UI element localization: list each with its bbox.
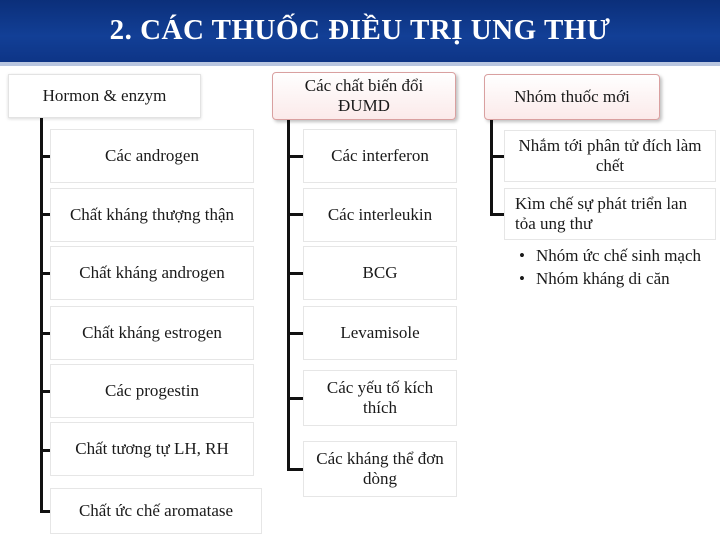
connector-col1 <box>40 118 43 511</box>
item-khang-androgen <box>50 246 254 300</box>
item-interleukin <box>303 188 457 242</box>
item-label: Kìm chế sự phát triển lan tỏa ung thư <box>515 194 688 233</box>
item-label: Nhắm tới phân tử đích làm chết <box>518 136 702 175</box>
item-khang-the-don-dong <box>303 441 457 497</box>
item-lh-rh <box>50 422 254 476</box>
item-label: Levamisole <box>340 323 420 342</box>
item-nham-phan-tu-dich <box>504 130 716 182</box>
item-label: Các progestin <box>105 381 199 400</box>
title-bar <box>0 0 720 66</box>
connector-c1-5 <box>40 390 50 393</box>
bullet-item: • Nhóm ức chế sinh mạch <box>516 246 716 266</box>
connector-col2 <box>287 118 290 471</box>
column-header-label: Các chất biến đổi ĐUMD <box>304 76 424 115</box>
item-aromatase <box>50 488 262 534</box>
item-label: Các interferon <box>331 146 429 165</box>
connector-col3 <box>490 118 493 216</box>
connector-c1-7 <box>40 510 50 513</box>
item-label: Các androgen <box>105 146 199 165</box>
connector-c2-6 <box>287 468 303 471</box>
connector-c2-1 <box>287 155 303 158</box>
connector-c2-2 <box>287 213 303 216</box>
connector-c1-1 <box>40 155 50 158</box>
item-label: Chất kháng androgen <box>79 263 225 282</box>
item-label: Các interleukin <box>327 205 433 224</box>
connector-c2-5 <box>287 397 303 400</box>
connector-c2-3 <box>287 272 303 275</box>
item-label: Chất kháng thượng thận <box>69 205 235 224</box>
column-header-nhom-thuoc-moi <box>484 74 660 120</box>
item-label: BCG <box>362 263 398 282</box>
item-label: Chất kháng estrogen <box>82 323 222 342</box>
connector-c1-3 <box>40 272 50 275</box>
connector-c1-2 <box>40 213 50 216</box>
item-label: Chất ức chế aromatase <box>78 501 234 520</box>
bullet-item: • Nhóm kháng di căn <box>516 269 716 289</box>
item-label: Chất tương tự LH, RH <box>75 439 229 458</box>
title-stripe <box>0 62 720 66</box>
item-androgen <box>50 129 254 183</box>
item-label: Các yếu tố kích thích <box>326 378 434 417</box>
connector-c1-6 <box>40 449 50 452</box>
connector-c2-4 <box>287 332 303 335</box>
item-bcg <box>303 246 457 300</box>
item-interferon <box>303 129 457 183</box>
column-header-dumd <box>272 72 456 120</box>
column-header-label: Hormon & enzym <box>42 86 167 105</box>
column-header-hormon <box>8 74 201 118</box>
connector-c3-1 <box>490 155 504 158</box>
item-yeu-to-kich-thich <box>303 370 457 426</box>
connector-c1-4 <box>40 332 50 335</box>
page-title: 2. CÁC THUỐC ĐIỀU TRỊ UNG THƯ <box>109 14 611 46</box>
column-header-label: Nhóm thuốc mới <box>514 87 630 106</box>
item-khang-estrogen <box>50 306 254 360</box>
item-levamisole <box>303 306 457 360</box>
item-khang-thuong-than <box>50 188 254 242</box>
item-label: Các kháng thể đơn dòng <box>316 449 444 488</box>
connector-c3-2 <box>490 213 504 216</box>
item-progestin <box>50 364 254 418</box>
item-kim-che-phat-trien <box>504 188 716 240</box>
sub-bullet-list <box>516 246 716 292</box>
